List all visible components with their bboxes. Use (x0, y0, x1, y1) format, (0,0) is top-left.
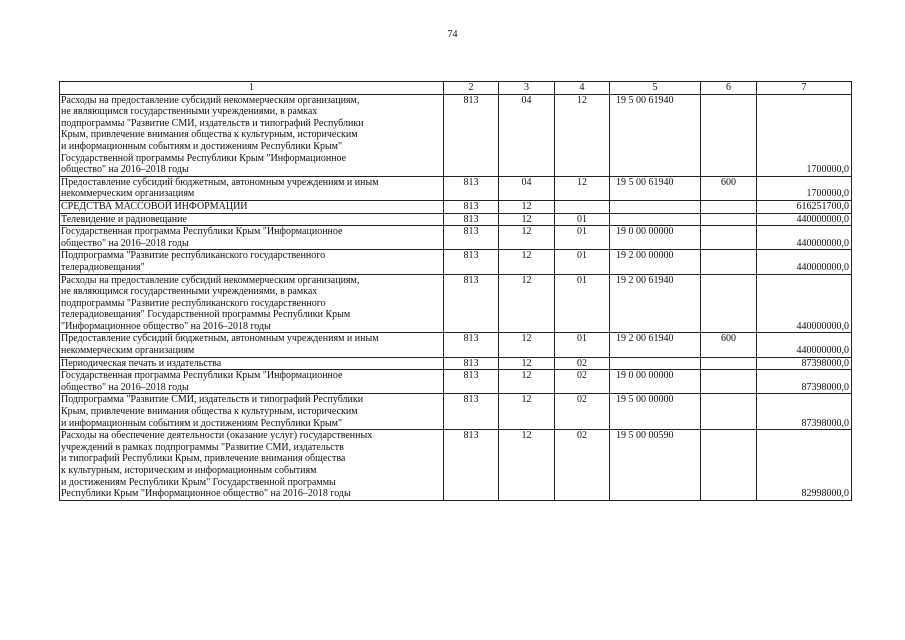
expense-type-code (701, 94, 757, 176)
target-article-code: 19 5 00 00000 (610, 394, 701, 430)
amount: 440000000,0 (757, 274, 852, 333)
table-row (60, 394, 852, 430)
table-row (60, 357, 852, 370)
table-row (60, 333, 852, 357)
section-code: 04 (499, 94, 555, 176)
amount: 82998000,0 (757, 430, 852, 501)
target-article-code: 19 2 00 61940 (610, 274, 701, 333)
row-name (60, 333, 444, 357)
row-name-line: и достижениям Республики Крым" Государственной программы (61, 476, 336, 488)
row-name-line: не являющимся государственными учреждениями, в рамках (61, 106, 318, 118)
row-name (60, 176, 444, 200)
row-name-line: телерадиовещания" Государственной программы Республики Крым (61, 309, 351, 321)
ministry-code: 813 (444, 430, 499, 501)
row-name-line: не являющимся государственными учреждениями, в рамках (61, 286, 318, 298)
row-name-line: Подпрограмма "Развитие СМИ, издательств и типографий Республики (61, 394, 364, 406)
amount: 87398000,0 (757, 357, 852, 370)
row-name-line: Государственной программы Республики Крым "Информационное (61, 152, 347, 164)
table-row (60, 176, 852, 200)
row-name-line: и информационным событиям и достижениям Республики Крым" (61, 417, 343, 429)
amount: 616251700,0 (757, 200, 852, 213)
amount: 440000000,0 (757, 226, 852, 250)
section-code: 12 (499, 394, 555, 430)
row-name (60, 430, 444, 501)
row-name-line: подпрограммы "Развитие СМИ, издательств и типографий Республики (61, 117, 364, 129)
table-row (60, 250, 852, 274)
subsection-code: 02 (555, 370, 610, 394)
row-name-line: общество" на 2016–2018 годы (61, 381, 189, 393)
header-cell: 5 (610, 82, 701, 95)
header-cell: 1 (60, 82, 444, 95)
row-name-line: общество" на 2016–2018 годы (61, 164, 189, 176)
subsection-code: 12 (555, 94, 610, 176)
header-cell: 2 (444, 82, 499, 95)
ministry-code: 813 (444, 394, 499, 430)
table-header-row (60, 82, 852, 95)
row-name-line: Подпрограмма "Развитие республиканского государственного (61, 250, 326, 262)
row-name-line: некоммерческим организациям (61, 345, 195, 357)
expense-type-code (701, 357, 757, 370)
amount: 1700000,0 (757, 176, 852, 200)
section-code: 12 (499, 430, 555, 501)
row-name-line: некоммерческим организациям (61, 188, 195, 200)
ministry-code: 813 (444, 226, 499, 250)
expense-type-code (701, 213, 757, 226)
row-name (60, 274, 444, 333)
row-name-line: Периодическая печать и издательства (61, 357, 222, 369)
ministry-code: 813 (444, 250, 499, 274)
table-row (60, 213, 852, 226)
ministry-code: 813 (444, 274, 499, 333)
row-name-line: Расходы на обеспечение деятельности (оказание услуг) государственных (61, 430, 373, 442)
ministry-code: 813 (444, 370, 499, 394)
section-code: 12 (499, 250, 555, 274)
row-name-line: Республики Крым "Информационное общество" на 2016–2018 годы (61, 488, 351, 500)
section-code: 12 (499, 274, 555, 333)
target-article-code (610, 200, 701, 213)
expense-type-code (701, 430, 757, 501)
expense-type-code: 600 (701, 333, 757, 357)
section-code: 12 (499, 226, 555, 250)
expense-type-code (701, 274, 757, 333)
table-body (60, 82, 852, 501)
table-row (60, 94, 852, 176)
row-name (60, 213, 444, 226)
page-number: 74 (447, 29, 458, 40)
row-name-line: Телевидение и радиовещание (61, 213, 187, 225)
amount: 87398000,0 (757, 394, 852, 430)
subsection-code: 01 (555, 333, 610, 357)
table-row (60, 200, 852, 213)
row-name-line: Предоставление субсидий бюджетным, автономным учреждениям и иным (61, 333, 379, 345)
row-name-line: Крым, привлечение внимания общества к культурным, историческим (61, 129, 358, 141)
table-row (60, 226, 852, 250)
row-name (60, 394, 444, 430)
subsection-code: 02 (555, 357, 610, 370)
section-code: 12 (499, 370, 555, 394)
target-article-code: 19 0 00 00000 (610, 226, 701, 250)
amount: 440000000,0 (757, 213, 852, 226)
section-code: 12 (499, 200, 555, 213)
row-name-line: Расходы на предоставление субсидий некоммерческим организациям, (61, 94, 360, 106)
amount: 440000000,0 (757, 250, 852, 274)
target-article-code: 19 0 00 00000 (610, 370, 701, 394)
subsection-code: 01 (555, 274, 610, 333)
amount: 87398000,0 (757, 370, 852, 394)
row-name-line: Предоставление субсидий бюджетным, автономным учреждениям и иным (61, 176, 379, 188)
row-name-line: подпрограммы "Развитие республиканского государственного (61, 297, 326, 309)
header-cell: 4 (555, 82, 610, 95)
target-article-code (610, 357, 701, 370)
subsection-code (555, 200, 610, 213)
ministry-code: 813 (444, 357, 499, 370)
ministry-code: 813 (444, 213, 499, 226)
row-name (60, 94, 444, 176)
target-article-code: 19 2 00 61940 (610, 333, 701, 357)
subsection-code: 01 (555, 213, 610, 226)
row-name-line: Государственная программа Республики Крым "Информационное (61, 370, 343, 382)
row-name-line: "Информационное общество" на 2016–2018 годы (61, 320, 271, 332)
subsection-code: 01 (555, 226, 610, 250)
table-row (60, 370, 852, 394)
row-name-line: общество" на 2016–2018 годы (61, 237, 189, 249)
row-name (60, 370, 444, 394)
expense-type-code (701, 250, 757, 274)
budget-table (59, 81, 852, 501)
target-article-code: 19 5 00 61940 (610, 176, 701, 200)
row-name-line: СРЕДСТВА МАССОВОЙ ИНФОРМАЦИИ (61, 200, 248, 212)
ministry-code: 813 (444, 94, 499, 176)
row-name-line: Государственная программа Республики Крым "Информационное (61, 226, 343, 238)
target-article-code: 19 2 00 00000 (610, 250, 701, 274)
subsection-code: 12 (555, 176, 610, 200)
target-article-code (610, 213, 701, 226)
subsection-code: 02 (555, 430, 610, 501)
header-cell: 3 (499, 82, 555, 95)
row-name-line: Расходы на предоставление субсидий некоммерческим организациям, (61, 274, 360, 286)
ministry-code: 813 (444, 333, 499, 357)
row-name-line: Крым, привлечение внимания общества к культурным, историческим (61, 406, 358, 418)
amount: 1700000,0 (757, 94, 852, 176)
row-name-line: и типографий Республики Крым, привлечение внимания общества (61, 453, 346, 465)
section-code: 04 (499, 176, 555, 200)
section-code: 12 (499, 213, 555, 226)
row-name (60, 357, 444, 370)
ministry-code: 813 (444, 200, 499, 213)
target-article-code: 19 5 00 00590 (610, 430, 701, 501)
table-row (60, 430, 852, 501)
ministry-code: 813 (444, 176, 499, 200)
section-code: 12 (499, 357, 555, 370)
expense-type-code: 600 (701, 176, 757, 200)
expense-type-code (701, 370, 757, 394)
row-name (60, 250, 444, 274)
amount: 440000000,0 (757, 333, 852, 357)
table-row (60, 274, 852, 333)
target-article-code: 19 5 00 61940 (610, 94, 701, 176)
row-name-line: телерадиовещания" (61, 261, 145, 273)
row-name (60, 200, 444, 213)
header-cell: 7 (757, 82, 852, 95)
section-code: 12 (499, 333, 555, 357)
header-cell: 6 (701, 82, 757, 95)
row-name-line: к культурным, историческим и информационным событиям (61, 465, 317, 476)
expense-type-code (701, 394, 757, 430)
subsection-code: 02 (555, 394, 610, 430)
row-name-line: учреждений в рамках подпрограммы "Развитие СМИ, издательств (61, 441, 344, 453)
expense-type-code (701, 226, 757, 250)
row-name (60, 226, 444, 250)
row-name-line: и информационным событиям и достижениям Республики Крым" (61, 140, 343, 152)
expense-type-code (701, 200, 757, 213)
subsection-code: 01 (555, 250, 610, 274)
